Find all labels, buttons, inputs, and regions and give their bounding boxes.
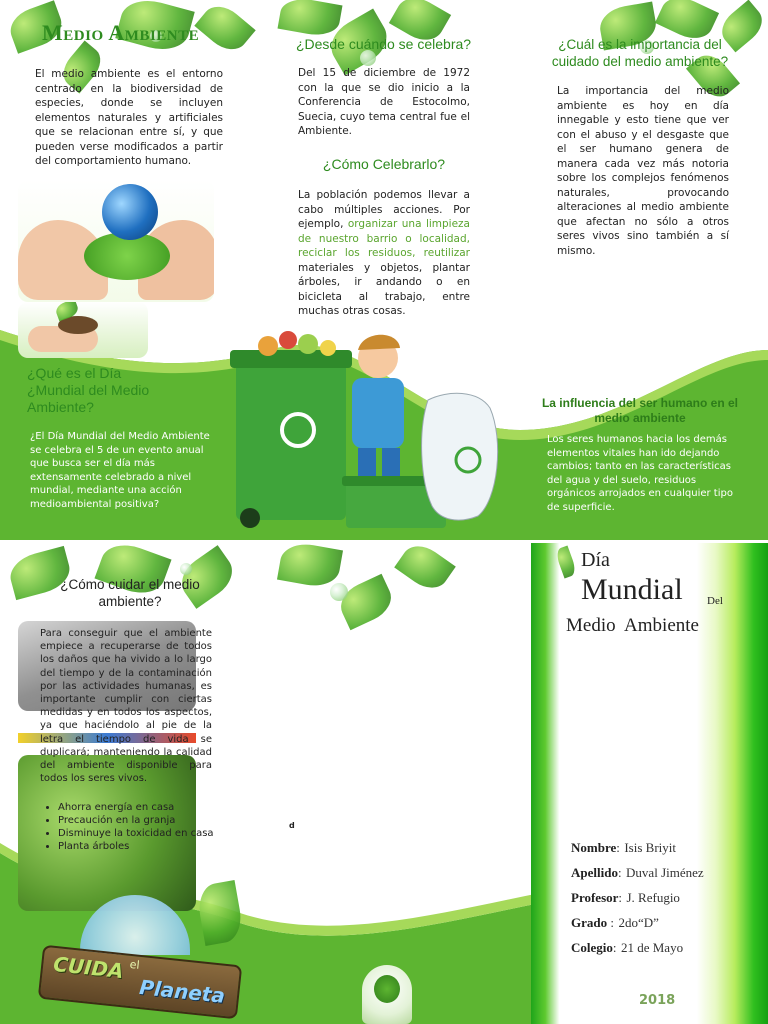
lightbulb-icon	[362, 965, 412, 1024]
question-importancia: ¿Cuál es la importancia del cuidado del medio ambiente?	[551, 37, 729, 69]
banner-word-el: el	[129, 957, 141, 972]
cover-title-medio-ambiente: Medio Ambiente	[566, 615, 699, 636]
leaf-icon	[554, 546, 577, 579]
info-row-colegio: Colegio: 21 de Mayo	[571, 940, 684, 955]
leaf-icon	[278, 0, 343, 39]
seedling-image	[18, 302, 148, 358]
question-desde-cuando: ¿Desde cuándo se celebra?	[295, 36, 472, 52]
info-row-grado: Grado : 2do“D”	[571, 915, 659, 930]
leaf-icon	[394, 543, 456, 596]
info-row-profesor: Profesor: J. Refugio	[571, 890, 680, 905]
dia-mundial-text: ¿El Día Mundial del Medio Ambiente se celebra el 5 de un evento anual que busca ser el día más extensamente celebrado a nivel mundial, mediante una acción medioambiental positiva?	[30, 431, 210, 510]
list-item: • Precaución en la granja	[58, 814, 214, 827]
question-como-celebrarlo: ¿Cómo Celebrarlo?	[322, 156, 446, 172]
leaf-icon	[334, 574, 397, 630]
stray-letter: d	[289, 821, 295, 830]
cover-year: 2018	[639, 993, 676, 1008]
water-drop-icon	[180, 563, 192, 575]
banner-word-planeta: Planeta	[138, 975, 227, 1008]
importancia-text: La importancia del medio ambiente es hoy en día innegable y esto tiene que ver con el abuso y el desgaste que el ser humano genera de manera cada vez más notoria sobre los complejos fenómenos naturales, provocando alteraciones al medio ambiente que afectan no sólo a otros seres vivos sino también a sí mismo.	[557, 85, 729, 257]
cover-title-dia: Día	[581, 549, 610, 571]
banner-word-cuida: CUIDA	[52, 951, 125, 984]
info-row-nombre: Nombre: Isis Briyit	[571, 840, 676, 855]
earth-hands-image	[18, 180, 214, 302]
student-info	[571, 839, 704, 964]
globe-icon	[102, 184, 158, 240]
list-item: • Planta árboles	[58, 840, 214, 853]
cover-title-del: Del	[707, 595, 723, 607]
recycling-illustration	[228, 330, 508, 530]
leaf-icon	[194, 0, 255, 58]
intro-text: El medio ambiente es el entorno centrado en la biodiversidad de especies, donde se incluyen elementos naturales y artificiales que se relacionan entre sí, y que pueden verse modificados a partir del comportamiento humano.	[35, 68, 223, 167]
water-drop-icon	[360, 50, 376, 66]
section-title: Medio Ambiente	[42, 20, 200, 45]
desde-cuando-text: Del 15 de diciembre de 1972 con la que se dio inicio a la Conferencia de Estocolmo, Suecia, cuyo tema central fue el Ambiente.	[298, 67, 470, 137]
tips-list	[58, 801, 214, 853]
list-item: • Ahorra energía en casa	[58, 801, 214, 814]
leaf-icon	[277, 543, 343, 590]
question-como-cuidar: ¿Cómo cuidar el medio ambiente?	[60, 577, 200, 609]
cover-panel	[531, 543, 768, 1024]
influencia-text: Los seres humanos hacia los demás elementos vitales han ido dejando cambios; tanto en las características del agua y del suelo, residuos orgánicos arrojados en cualquier tipo de superficie.	[547, 434, 733, 513]
cover-title-mundial: Mundial	[581, 573, 683, 606]
como-celebrarlo-text: La población podemos llevar a cabo múltiples acciones. Por ejemplo, organizar una limpieza de nuestro barrio o localidad, reciclar los residuos, reutilizar materiales y objetos, plantar árboles, ir andando o en bicicleta al trabajo, entre muchas otras cosas.	[298, 189, 470, 317]
question-dia-mundial: ¿Qué es el Día ¿Mundial del Medio Ambiente?	[27, 365, 150, 415]
brochure-inside	[0, 543, 768, 1024]
tree-icon	[374, 975, 400, 1003]
info-row-apellido: Apellido: Duval Jiménez	[571, 865, 704, 880]
como-cuidar-text: Para conseguir que el ambiente empiece a recuperarse de todos los daños que ha vivido a lo largo del tiempo y de la contaminación por las actividades humanas, es importante cumplir con ciertas medidas y en todos los aspectos, ya que haciéndolo al pie de la letra el tiempo de vida se duplicará; manteniendo la calidad del ambiente disponible para todos los seres vivos.	[40, 628, 212, 785]
list-item: • Disminuye la toxicidad en casa	[58, 827, 214, 840]
water-drop-icon	[330, 583, 348, 601]
question-influencia: La influencia del ser humano en el medio ambiente	[541, 396, 739, 425]
